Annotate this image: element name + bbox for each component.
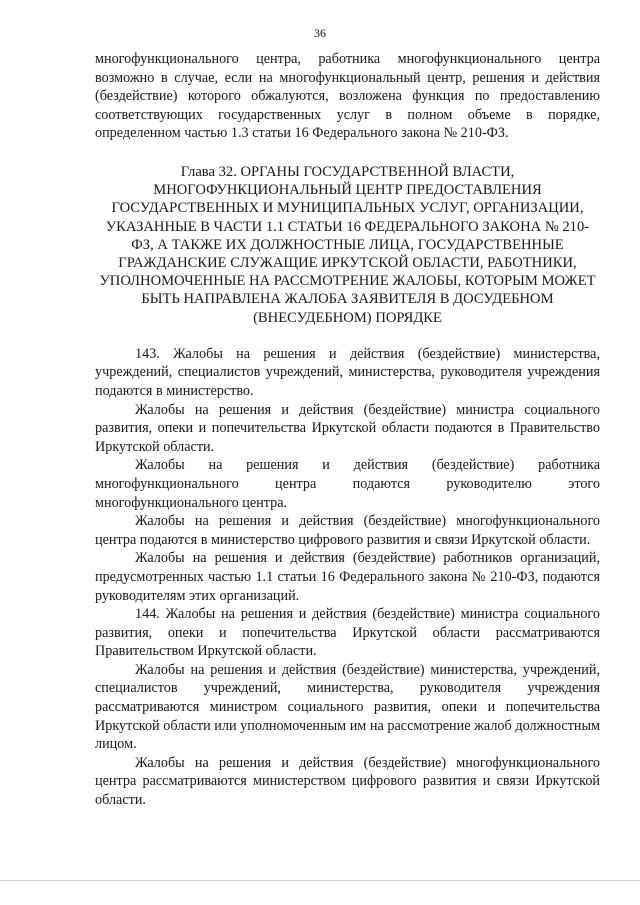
paragraph-144: 144. Жалобы на решения и действия (бездействие) министра социального развития, опеки и попечительства Иркутской области рассматриваются Правительством Иркутской области. — [95, 606, 600, 660]
paragraph-organization-complaints: Жалобы на решения и действия (бездействие) работников организаций, предусмотренных частью 1.1 статьи 16 Федерального закона № 210-ФЗ, подаются руководителям этих организаций. — [95, 550, 600, 604]
paragraph-mfc-worker-complaints: Жалобы на решения и действия (бездействие) работника многофункционального центра подаются руководителю этого многофункционального центра. — [95, 457, 600, 511]
paragraph-mfc-complaints: Жалобы на решения и действия (бездействие) многофункционального центра подаются в министерство цифрового развития и связи Иркутской области. — [95, 513, 600, 548]
paragraph-mfc-complaints-review: Жалобы на решения и действия (бездействие) многофункционального центра рассматриваются министерством цифрового развития и связи Иркутской области. — [95, 754, 600, 809]
intro-paragraph: многофункционального центра, работника многофункционального центра возможно в случае, если на многофункциональный центр, решения и действия (бездействие) которого обжалуются, возложена функция по предоставлению соответствующих государственных услуг в полном объеме в порядке, определенном частью 1.3 статьи 16 Федерального закона № 210-ФЗ. — [95, 51, 600, 142]
page-bottom-edge — [0, 880, 640, 881]
page-number: 36 — [314, 26, 326, 40]
chapter-title: Глава 32. ОРГАНЫ ГОСУДАРСТВЕННОЙ ВЛАСТИ, МНОГОФУНКЦИОНАЛЬНЫЙ ЦЕНТР ПРЕДОСТАВЛЕНИЯ ГОСУДАРСТВЕННЫХ И МУНИЦИПАЛЬНЫХ УСЛУГ, ОРГАНИЗАЦИИ, УКАЗАННЫЕ В ЧАСТИ 1.1 СТАТЬИ 16 ФЕДЕРАЛЬНОГО ЗАКОНА № 210-ФЗ, А ТАКЖЕ ИХ ДОЛЖНОСТНЫЕ ЛИЦА, ГОСУДАРСТВЕННЫЕ ГРАЖДАНСКИЕ СЛУЖАЩИЕ ИРКУТСКОЙ ОБЛАСТИ, РАБОТНИКИ, УПОЛНОМОЧЕННЫЕ НА РАССМОТРЕНИЕ ЖАЛОБЫ, КОТОРЫМ МОЖЕТ БЫТЬ НАПРАВЛЕНА ЖАЛОБА ЗАЯВИТЕЛЯ В ДОСУДЕБНОМ (ВНЕСУДЕБНОМ) ПОРЯДКЕ — [99, 163, 596, 326]
paragraph-ministry-complaints-review: Жалобы на решения и действия (бездействие) министерства, учреждений, специалистов учреждений, министерства, руководителя учреждения рассматриваются министром социального развития, опеки и попечительства Иркутской области или уполномоченным им на рассмотрение жалоб должностным лицом. — [95, 661, 600, 753]
paragraph-143: 143. Жалобы на решения и действия (бездействие) министерства, учреждений, специалистов учреждений, министерства, руководителя учреждения подаются в министерство. — [95, 345, 600, 399]
paragraph-minister-complaints: Жалобы на решения и действия (бездействие) министра социального развития, опеки и попечительства Иркутской области подаются в Правительство Иркутской области. — [95, 401, 600, 455]
document-body — [95, 50, 600, 810]
